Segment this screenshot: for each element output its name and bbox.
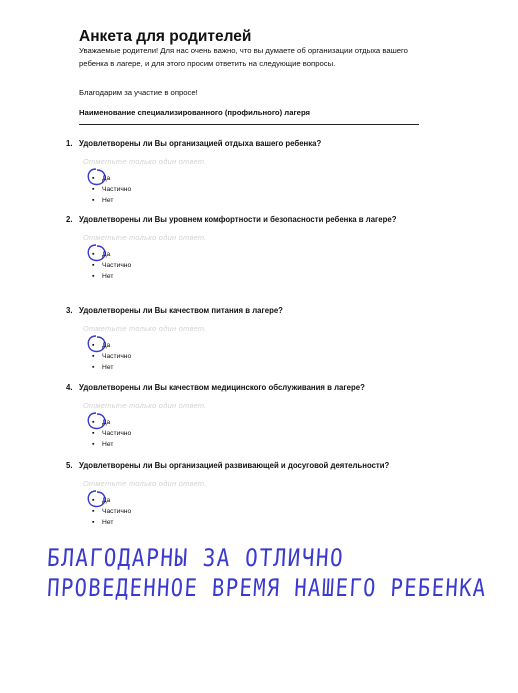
page-title: Анкета для родителей xyxy=(79,28,252,45)
answer-options xyxy=(60,173,420,206)
option-net[interactable]: ▪ Нет xyxy=(92,364,114,371)
question-2 xyxy=(60,214,420,282)
bullet-icon: ▪ xyxy=(92,497,95,504)
question-number: 5. xyxy=(66,461,73,470)
question-5 xyxy=(60,460,420,528)
question-3 xyxy=(60,305,420,373)
answer-hint: Отметьте только один ответ. xyxy=(83,401,207,410)
bullet-icon: ▪ xyxy=(92,430,95,437)
bullet-icon: ▪ xyxy=(92,175,95,182)
bullet-icon: ▪ xyxy=(92,273,95,280)
question-number: 1. xyxy=(66,139,73,148)
answer-hint: Отметьте только один ответ. xyxy=(83,479,207,488)
question-4 xyxy=(60,382,420,450)
question-text: 5. Удовлетворены ли Вы организацией развивающей и досуговой деятельности? xyxy=(66,461,390,470)
bullet-icon: ▪ xyxy=(92,251,95,258)
bullet-icon: ▪ xyxy=(92,419,95,426)
answer-options xyxy=(60,417,420,450)
handwritten-line-2: ПРОВЕДЕННОЕ ВРЕМЯ НАШЕГО РЕБЕНКА xyxy=(46,574,488,602)
option-chastichno[interactable]: ▪ Частично xyxy=(92,430,132,437)
bullet-icon: ▪ xyxy=(92,364,95,371)
bullet-icon: ▪ xyxy=(92,441,95,448)
question-text: 2. Удовлетворены ли Вы уровнем комфортности и безопасности ребенка в лагере? xyxy=(66,215,397,224)
question-number: 2. xyxy=(66,215,73,224)
question-text: 4. Удовлетворены ли Вы качеством медицинского обслуживания в лагере? xyxy=(66,383,365,392)
bullet-icon: ▪ xyxy=(92,508,95,515)
question-number: 3. xyxy=(66,306,73,315)
bullet-icon: ▪ xyxy=(92,186,95,193)
option-da[interactable]: ▪ Да xyxy=(92,419,111,426)
handwritten-line-1: БЛАГОДАРНЫ ЗА ОТЛИЧНО xyxy=(46,544,346,572)
bullet-icon: ▪ xyxy=(92,519,95,526)
option-net[interactable]: ▪ Нет xyxy=(92,197,114,204)
bullet-icon: ▪ xyxy=(92,342,95,349)
option-net[interactable]: ▪ Нет xyxy=(92,519,114,526)
answer-hint: Отметьте только один ответ. xyxy=(83,324,207,333)
option-chastichno[interactable]: ▪ Частично xyxy=(92,508,132,515)
option-da[interactable]: ▪ Да xyxy=(92,342,111,349)
option-chastichno[interactable]: ▪ Частично xyxy=(92,262,132,269)
answer-options xyxy=(60,495,420,528)
question-text: 1. Удовлетворены ли Вы организацией отдыха вашего ребенка? xyxy=(66,139,322,148)
bullet-icon: ▪ xyxy=(92,262,95,269)
bullet-icon: ▪ xyxy=(92,197,95,204)
option-da[interactable]: ▪ Да xyxy=(92,175,111,182)
camp-name-field[interactable] xyxy=(79,124,419,125)
question-1 xyxy=(60,138,420,206)
answer-hint: Отметьте только один ответ. xyxy=(83,233,207,242)
intro-text: Уважаемые родители! Для нас очень важно, что вы думаете об организации отдыха вашего ребенка в лагере, и для этого просим ответить на следующие вопросы. xyxy=(79,46,408,68)
option-da[interactable]: ▪ Да xyxy=(92,251,111,258)
question-text: 3. Удовлетворены ли Вы качеством питания в лагере? xyxy=(66,306,283,315)
camp-name-label: Наименование специализированного (профильного) лагеря xyxy=(79,108,311,117)
option-net[interactable]: ▪ Нет xyxy=(92,273,114,280)
option-chastichno[interactable]: ▪ Частично xyxy=(92,353,132,360)
bullet-icon: ▪ xyxy=(92,353,95,360)
question-number: 4. xyxy=(66,383,73,392)
answer-hint: Отметьте только один ответ. xyxy=(83,157,207,166)
answer-options xyxy=(60,340,420,373)
option-chastichno[interactable]: ▪ Частично xyxy=(92,186,132,193)
answer-options xyxy=(60,249,420,282)
option-da[interactable]: ▪ Да xyxy=(92,497,111,504)
option-net[interactable]: ▪ Нет xyxy=(92,441,114,448)
thanks-text: Благодарим за участие в опросе! xyxy=(79,88,198,97)
